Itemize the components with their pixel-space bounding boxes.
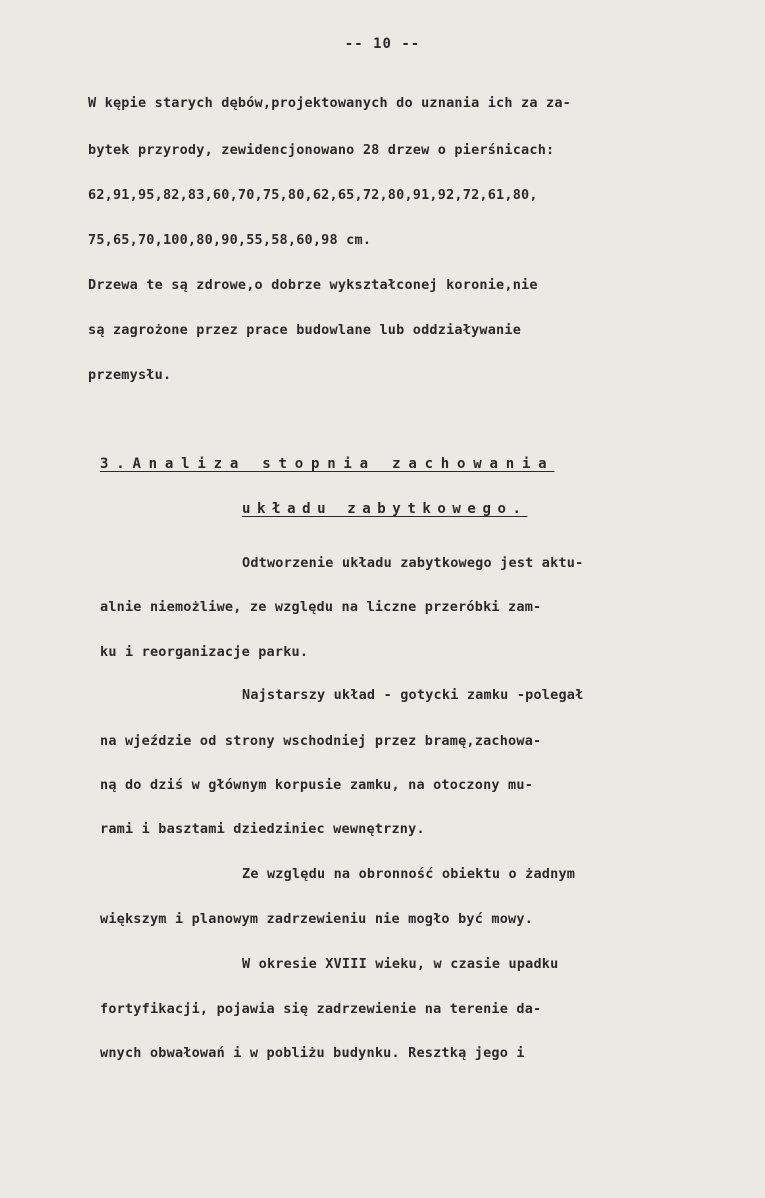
page-number: -- 10 -- bbox=[344, 36, 421, 52]
section-heading: 3.Analiza stopnia zachowania bbox=[100, 456, 555, 472]
text-line: na wjeździe od strony wschodniej przez bramę,zachowa- bbox=[100, 733, 542, 749]
text-line: Ze względu na obronność obiektu o żadnym bbox=[242, 866, 576, 882]
text-line: ną do dziś w głównym korpusie zamku, na otoczony mu- bbox=[100, 777, 534, 793]
text-line: przemysłu. bbox=[88, 367, 172, 383]
text-line: bytek przyrody, zewidencjonowano 28 drzew o pierśnicach: bbox=[88, 142, 555, 158]
text-line: większym i planowym zadrzewieniu nie mogło być mowy. bbox=[100, 911, 534, 927]
text-line: Najstarszy układ - gotycki zamku -polegał bbox=[242, 687, 584, 703]
text-line: 75,65,70,100,80,90,55,58,60,98 cm. bbox=[88, 232, 372, 248]
text-line: W kępie starych dębów,projektowanych do uznania ich za za- bbox=[88, 95, 572, 111]
section-heading-continuation: układu zabytkowego. bbox=[242, 501, 528, 517]
text-line: Drzewa te są zdrowe,o dobrze wykształconej koronie,nie bbox=[88, 277, 538, 293]
text-line: Odtworzenie układu zabytkowego jest aktu- bbox=[242, 555, 584, 571]
text-line: wnych obwałowań i w pobliżu budynku. Resztką jego i bbox=[100, 1045, 525, 1061]
text-line: W okresie XVIII wieku, w czasie upadku bbox=[242, 956, 559, 972]
text-line: rami i basztami dziedziniec wewnętrzny. bbox=[100, 821, 425, 837]
text-line: ku i reorganizacje parku. bbox=[100, 644, 309, 660]
text-line: są zagrożone przez prace budowlane lub oddziaływanie bbox=[88, 322, 522, 338]
text-line: 62,91,95,82,83,60,70,75,80,62,65,72,80,91,92,72,61,80, bbox=[88, 187, 538, 203]
text-line: alnie niemożliwe, ze względu na liczne przeróbki zam- bbox=[100, 599, 542, 615]
text-line: fortyfikacji, pojawia się zadrzewienie na terenie da- bbox=[100, 1001, 542, 1017]
